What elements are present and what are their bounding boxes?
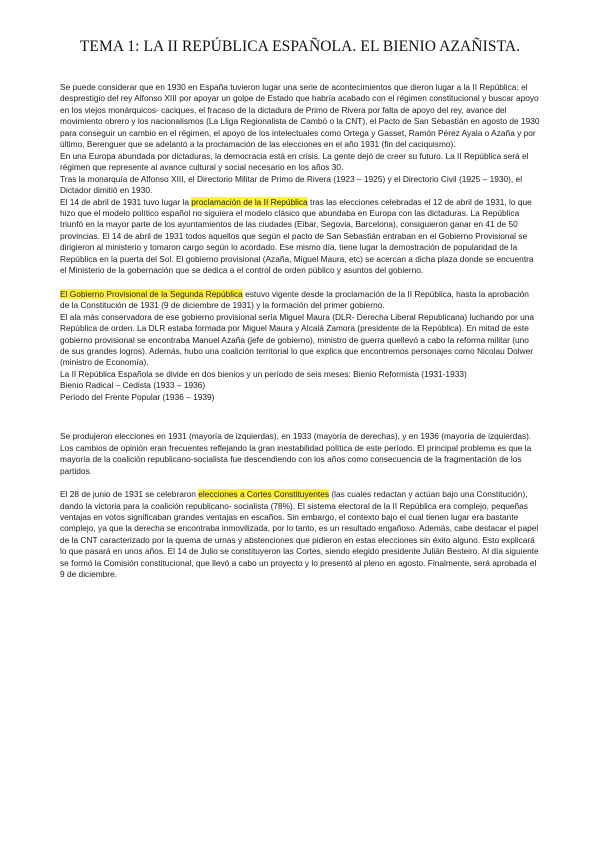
paragraph-cortes-constituyentes <box>60 489 540 581</box>
paragraph-frente-popular: Período del Frente Popular (1936 – 1939) <box>60 391 215 402</box>
paragraph-bienio-radical: Bienio Radical – Cedista (1933 – 1936) <box>60 380 206 391</box>
highlighted-text: proclamación de la II República <box>191 196 308 207</box>
paragraph-spacer <box>60 403 540 431</box>
paragraph-monarchy: Tras la monarquía de Alfonso XIII, el Directorio Militar de Primo de Rivera (1923 – 1925) y el Directorio Civil (1925 – 1930), el Dictador dimitió en 1930. <box>60 173 523 196</box>
text-segment: estuvo vigente desde la proclamación de la II República, hasta la aprobación de la Constitución de 1931 (9 de diciembre de 1931) y la formación del primer gobierno. <box>60 288 529 311</box>
paragraph-proclamation <box>60 197 540 277</box>
highlighted-text: elecciones a Cortes Constituyentes <box>198 489 330 500</box>
text-segment: El 28 de junio de 1931 se celebraron <box>60 489 199 500</box>
paragraph-europe: En una Europa abundada por dictaduras, la democracia está en crisis. La gente dejó de creer su futuro. La II República será el régimen que represente al avance cultural y social necesario en los años 30. <box>60 150 529 173</box>
paragraph-periods: La II República Española se divide en dos bienios y un período de seis meses: Bienio Reformista (1931-1933) <box>60 368 467 379</box>
paragraph-elections: Se produjeron elecciones en 1931 (mayoría de izquierdas), en 1933 (mayoría de derechas), y en 1936 (mayoría de izquierdas). Los cambios de opinión eran frecuentes reflejando la gran inestabilidad política de este período. El principal problema es que la mayoría de la coalición republicano-socialista fue descendiendo con los años como consecuencia de la fragmentación de los partidos. <box>60 431 532 476</box>
paragraph-spacer <box>60 477 540 489</box>
paragraph-provisional-government <box>60 289 540 312</box>
page-title: TEMA 1: LA II REPÚBLICA ESPAÑOLA. EL BIENIO AZAÑISTA. <box>79 38 521 55</box>
text-segment: El 14 de abril de 1931 tuvo lugar la <box>60 196 192 207</box>
text-segment: tras las elecciones celebradas el 12 de abril de 1931, lo que hizo que el modelo político español no siguiera el modelo clásico que abundaba en Europa con las dictaduras. La República triunfó en la mayor parte de los ayuntamientos de las ciudades (Eibar, Segovia, Barcelona), consiguieron ganar en 41 de 50 provincias. El 14 de abril de 1931 todos aquellos que según el pacto de San Sebastián entraban en el Gobierno Provisional se dirigieron al ministerio y tomaron cargo según lo acordado. Ese mismo día, tiene lugar la demostración de popularidad de la República en la puerta del Sol. El gobierno provisional (Azaña, Miguel Maura, etc) se acercan a dicha plaza donde se encuentra el Ministerio de la gobernación que se dedica a el control de orden público y asuntos del gobierno. <box>60 196 534 276</box>
paragraph-conservative-wing: El ala más conservadora de ese gobierno provisional sería Miguel Maura (DLR- Derecha Liberal Republicana) luchando por una República de orden. La DLR estaba formada por Miguel Maura y Alcalá Zamora (presidente de la República). En mitad de este gobierno provisional se encontraba Manuel Azaña (jefe de gobierno), ministro de guerra quellevó a cabo la reforma militar (uno de sus grandes logros). Además, hubo una coalición territorial lo que explica que encontremos personajes como Nicolau Dolwer (ministro de Economía). <box>60 311 535 368</box>
paragraph-causes: Se puede considerar que en 1930 en España tuvieron lugar una serie de acontecimientos que dieron lugar a la II República: el desprestigio del rey Alfonso XIII por apoyar un golpe de Estado que habría acabado con el régimen constitucional y buscar apoyo en los viejos monárquicos- caciques, el fracaso de la dictadura de Primo de Rivera por falta de apoyo del rey, avance del movimiento obrero y los nacionalismos (La Lliga Regionalista de Cambó o la CNT), el Pacto de San Sebastián en agosto de 1930 para conseguir un cambio en el régimen, el apoyo de los intelectuales como Ortega y Gasset, Ramón Pérez Ayala o Azaña y por último, Berenguer que se adelantó a la proclamación de las elecciones en el año 1931 (fin del caciquismo). <box>60 82 540 150</box>
text-segment: (las cuales redactan y actúan bajo una Constitución), dando la victoria para la coalición republicano- socialista (78%). El sistema electoral de la II República era complejo, pequeñas ventajas en votos significaban grandes ventajas en escaños. Sin embargo, el contexto bajo el cual tienen lugar era bastante complejo, ya que la derecha se encontraba inmovilizada, por lo tanto, es un resultado engañoso. Además, cabe destacar el papel de la CNT caracterizado por la quema de urnas y abstenciones que pidieron en estas elecciones sin éxito alguno. Esto explicará lo que pasará en unos años. El 14 de Julio se constituyeron las Cortes, siendo elegido presidente Julián Besteiro. Al día siguiente se formó la Comisión constitucional, que llevó a cabo un proyecto y lo presentó al pleno en agosto. Finalmente, será aprobada el 9 de diciembre. <box>60 489 539 580</box>
highlighted-text: El Gobierno Provisional de la Segunda República <box>60 288 243 299</box>
paragraph-spacer <box>60 277 540 289</box>
